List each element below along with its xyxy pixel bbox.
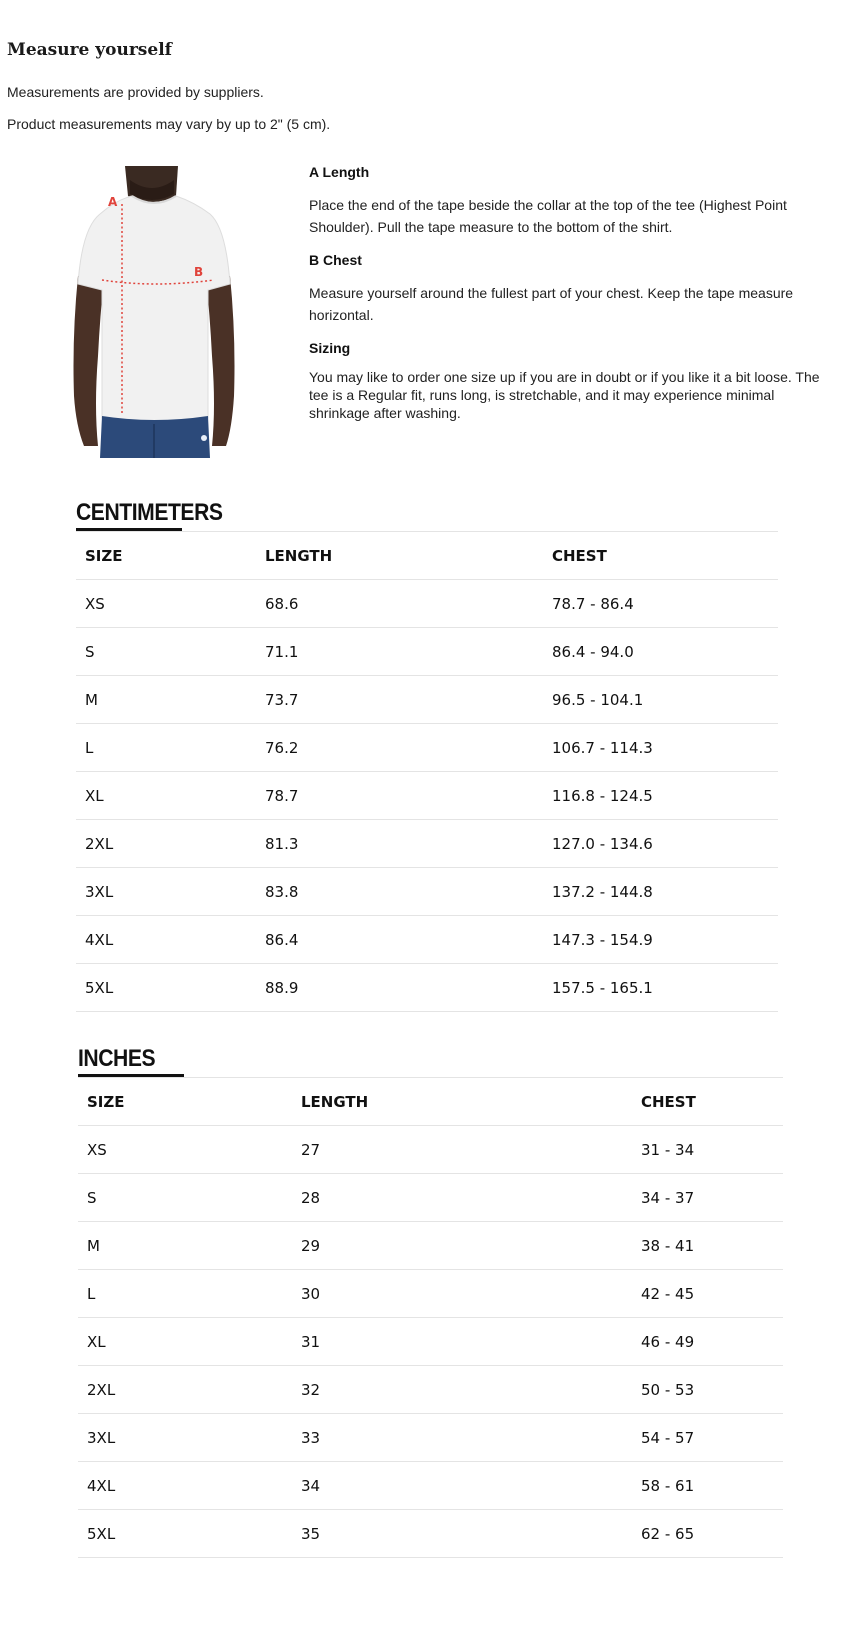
centimeters-table <box>76 531 778 1012</box>
table-row <box>78 1126 783 1174</box>
chest-cell: 86.4 - 94.0 <box>543 628 778 676</box>
inches-table <box>78 1077 783 1558</box>
length-cell: 31 <box>292 1318 632 1366</box>
chest-cell: 78.7 - 86.4 <box>543 580 778 628</box>
size-cell: 5XL <box>76 964 256 1012</box>
size-cell: XL <box>78 1318 292 1366</box>
length-heading: A Length <box>309 164 370 180</box>
size-cell: XS <box>78 1126 292 1174</box>
size-cell: XS <box>76 580 256 628</box>
chest-cell: 50 - 53 <box>632 1366 783 1414</box>
table-row <box>76 916 778 964</box>
length-cell: 29 <box>292 1222 632 1270</box>
header-chest: CHEST <box>632 1078 783 1126</box>
table-row <box>76 772 778 820</box>
length-cell: 88.9 <box>256 964 543 1012</box>
table-row <box>76 820 778 868</box>
size-cell: L <box>76 724 256 772</box>
chest-cell: 34 - 37 <box>632 1174 783 1222</box>
table-header-row <box>76 532 778 580</box>
size-cell: 4XL <box>78 1462 292 1510</box>
inches-section <box>78 1044 783 1558</box>
header-size: SIZE <box>76 532 256 580</box>
length-cell: 71.1 <box>256 628 543 676</box>
table-row <box>76 676 778 724</box>
size-cell: M <box>76 676 256 724</box>
size-cell: XL <box>76 772 256 820</box>
header-chest: CHEST <box>543 532 778 580</box>
chest-cell: 42 - 45 <box>632 1270 783 1318</box>
supplier-note: Measurements are provided by suppliers. <box>7 84 264 100</box>
chest-heading: B Chest <box>309 252 362 268</box>
length-text: Place the end of the tape beside the collar at the top of the tee (Highest Point Shoulder). Pull the tape measure to the bottom of the shirt. <box>309 197 787 235</box>
table-row <box>76 868 778 916</box>
chest-cell: 157.5 - 165.1 <box>543 964 778 1012</box>
measurement-diagram-image <box>70 166 240 458</box>
table-row <box>78 1270 783 1318</box>
size-cell: 3XL <box>78 1414 292 1462</box>
label-a: A <box>108 195 118 209</box>
size-cell: 5XL <box>78 1510 292 1558</box>
header-length: LENGTH <box>292 1078 632 1126</box>
sizing-heading: Sizing <box>309 340 351 356</box>
chest-cell: 127.0 - 134.6 <box>543 820 778 868</box>
length-cell: 32 <box>292 1366 632 1414</box>
size-cell: 3XL <box>76 868 256 916</box>
length-cell: 86.4 <box>256 916 543 964</box>
table-row <box>78 1318 783 1366</box>
length-cell: 27 <box>292 1126 632 1174</box>
chest-cell: 58 - 61 <box>632 1462 783 1510</box>
sizing-text: You may like to order one size up if you are in doubt or if you like it a bit loose. The tee is a Regular fit, runs long, is stretchable, and it may experience minimal shrinkage after washing. <box>309 369 820 421</box>
table-row <box>78 1510 783 1558</box>
length-cell: 28 <box>292 1174 632 1222</box>
label-b: B <box>194 265 204 279</box>
chest-cell: 31 - 34 <box>632 1126 783 1174</box>
centimeters-section <box>76 498 778 1012</box>
header-length: LENGTH <box>256 532 543 580</box>
header-size: SIZE <box>78 1078 292 1126</box>
length-cell: 76.2 <box>256 724 543 772</box>
table-row <box>78 1414 783 1462</box>
chest-cell: 147.3 - 154.9 <box>543 916 778 964</box>
length-cell: 35 <box>292 1510 632 1558</box>
table-row <box>76 628 778 676</box>
size-cell: 2XL <box>78 1366 292 1414</box>
table-row <box>76 964 778 1012</box>
table-row <box>76 580 778 628</box>
size-cell: 2XL <box>76 820 256 868</box>
chest-cell: 96.5 - 104.1 <box>543 676 778 724</box>
length-cell: 68.6 <box>256 580 543 628</box>
page-title: Measure yourself <box>7 40 172 60</box>
length-cell: 81.3 <box>256 820 543 868</box>
size-cell: L <box>78 1270 292 1318</box>
length-cell: 83.8 <box>256 868 543 916</box>
centimeters-title: CENTIMETERS <box>76 499 223 526</box>
size-cell: S <box>78 1174 292 1222</box>
chest-cell: 54 - 57 <box>632 1414 783 1462</box>
table-row <box>78 1462 783 1510</box>
table-header-row <box>78 1078 783 1126</box>
length-cell: 30 <box>292 1270 632 1318</box>
chest-cell: 116.8 - 124.5 <box>543 772 778 820</box>
size-cell: M <box>78 1222 292 1270</box>
chest-text: Measure yourself around the fullest part of your chest. Keep the tape measure horizontal. <box>309 285 794 323</box>
chest-cell: 62 - 65 <box>632 1510 783 1558</box>
inches-title: INCHES <box>78 1045 156 1072</box>
chest-cell: 38 - 41 <box>632 1222 783 1270</box>
chest-cell: 137.2 - 144.8 <box>543 868 778 916</box>
size-cell: S <box>76 628 256 676</box>
chest-cell: 46 - 49 <box>632 1318 783 1366</box>
table-row <box>76 724 778 772</box>
length-cell: 73.7 <box>256 676 543 724</box>
chest-cell: 106.7 - 114.3 <box>543 724 778 772</box>
table-row <box>78 1366 783 1414</box>
length-cell: 78.7 <box>256 772 543 820</box>
length-cell: 33 <box>292 1414 632 1462</box>
variance-note: Product measurements may vary by up to 2" (5 cm). <box>7 116 331 132</box>
table-row <box>78 1222 783 1270</box>
size-cell: 4XL <box>76 916 256 964</box>
length-cell: 34 <box>292 1462 632 1510</box>
table-row <box>78 1174 783 1222</box>
